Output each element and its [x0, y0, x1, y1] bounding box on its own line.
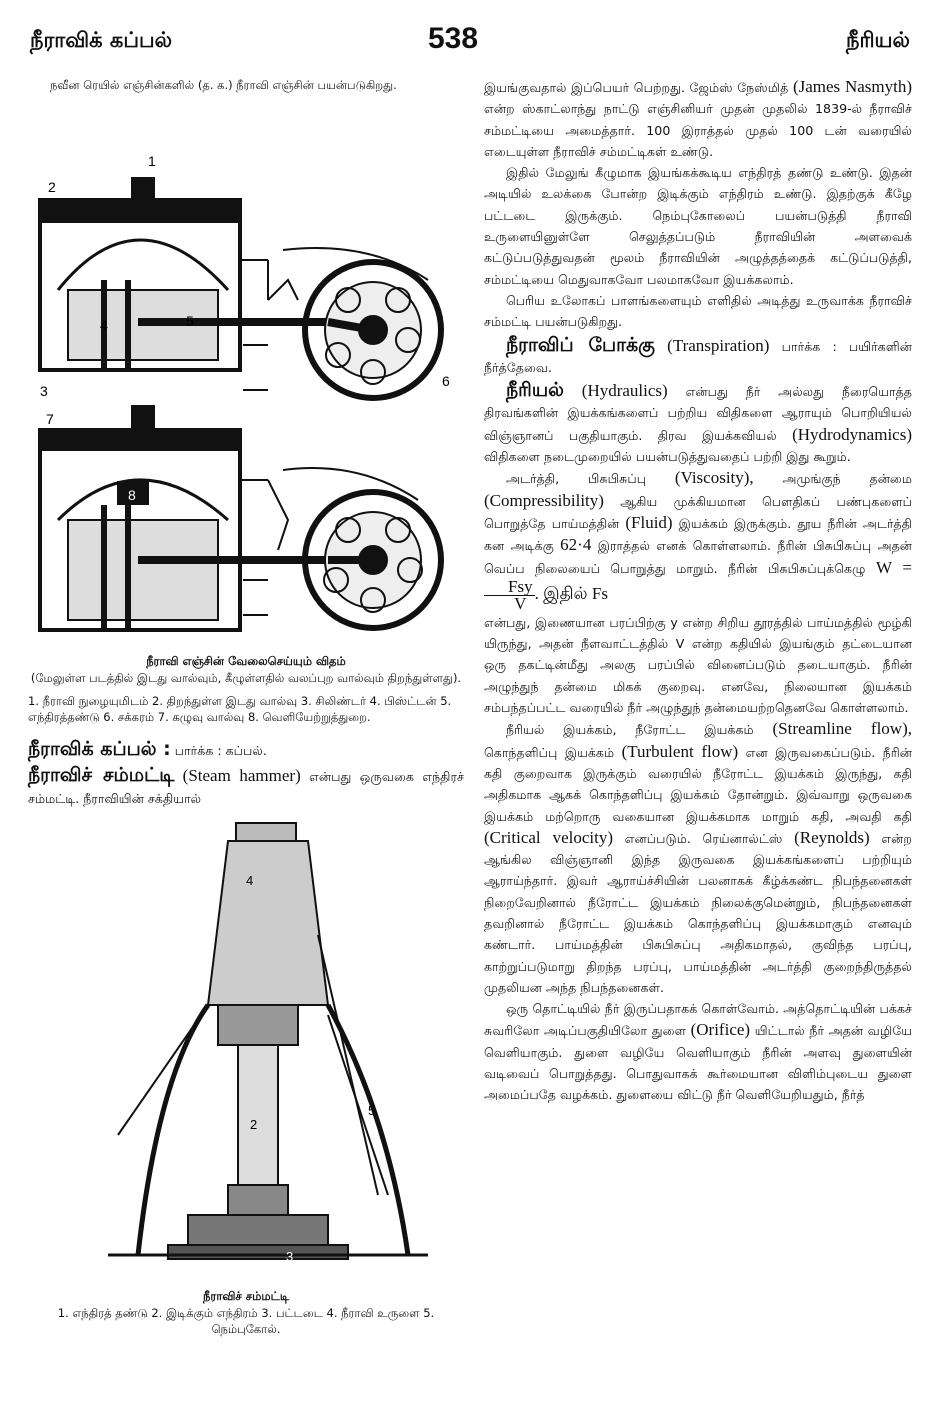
english-term: (Fluid) — [625, 512, 673, 532]
page-number: 538 — [428, 22, 479, 55]
text-run: யிட்டால் நீர் அதன் வழியே வெளியாகும். துளை வழியே வெளியாகும் நீரின் அளவு துளையின் வடிவைப் பொறுத்தது. பொதுவாகக் கூர்மையான விளிம்புடைய துளை அமைப்பதே வழக்கம். துளையை விட்டு நீர் வெளியேறியதும், நீர்த் — [484, 1023, 912, 1103]
english-term: (Hydrodynamics) — [792, 424, 912, 444]
english-term: (Critical velocity) — [484, 827, 613, 847]
text-run: ஒரு தொட்டியில் நீர் இருப்பதாகக் கொள்வோம். அத்தொட்டியின் பக்கச் சுவரிலோ அடிப்பகுதியிலோ துளை — [484, 1001, 912, 1039]
text-run: ஆகிய முக்கியமான பௌதிகப் பண்புகளைப் பொறுத்தே பாய்மத்தின் — [484, 493, 912, 531]
entry-steam-hammer — [28, 765, 464, 809]
entry-steam-ship-title: நீராவிக் கப்பல் : — [28, 738, 171, 760]
english-term: (Reynolds) — [794, 827, 870, 847]
entry-steam-ship — [28, 739, 464, 761]
label-5: 5 — [186, 313, 194, 329]
text-run: என்ற ஸ்காட்லாந்து நாட்டு எஞ்சினியர் முதன் முதலில் 1839-ல் நீராவிச் சம்மட்டியை அமைத்தார். 100 இராத்தல் முதல் 100 டன் வரையில் எடையுள்ள நீராவிச் சம்மட்டிகள் உண்டு. — [484, 101, 912, 159]
text-run: இயங்குவதால் இப்பெயர் பெற்றது. ஜேம்ஸ் நேஸ்மித் — [484, 80, 789, 95]
steam-hammer-figure — [28, 815, 464, 1285]
right-column — [484, 76, 912, 1106]
paragraph-flow-types — [484, 718, 912, 998]
label-8: 8 — [128, 487, 136, 503]
steam-hammer-diagram — [28, 815, 464, 1275]
steam-engine-diagram — [28, 100, 464, 650]
english-term: (James Nasmyth) — [792, 77, 912, 96]
label-4: 4 — [100, 317, 108, 333]
formula-denominator: V — [514, 593, 527, 613]
page-header — [30, 22, 910, 62]
entry-transpiration — [484, 335, 912, 379]
english-term: (Hydraulics) — [581, 381, 668, 401]
entry-steam-ship-ref: பார்க்க : கப்பல். — [174, 743, 267, 758]
text-run: என்பது நீர் அல்லது நீரையொத்த திரவங்களின் இயக்கங்களைப் பற்றிய விதிகளை ஆராயும் பொறியியல் விஞ்ஞானப் பகுதியாகும். திரவ இயக்கவியல் — [484, 384, 912, 443]
left-column — [28, 76, 464, 1337]
paragraph-properties — [484, 467, 912, 611]
figure1-caption-note: (மேலுள்ள படத்தில் இடது வால்வும், கீழுள்ளதில் வலப்புற வால்வும் திறந்துள்ளது). — [30, 671, 462, 685]
entry-hydraulics-title: நீரியல் — [506, 379, 564, 402]
text-run: என்ற ஆங்கில விஞ்ஞானி இந்த இருவகை இயக்கங்களைப் பற்றியும் ஆராய்ந்தார். இவர் ஆராய்ச்சியின் பலனாகக் கீழ்க்கண்ட நிபந்தனைகள் நிறைவேறினால் நீரோட்ட இயக்கம் நிலைக்குமென்றும், நிபந்தனைகள் தவறினால் நீரோட்ட இயக்கம் கொந்தளிப்பு இயக்கமாகும் எனவும் கண்டார். பாய்மத்தின் பிசுபிசுப்பு அதிகமாதல், குவிந்த பரப்பு, காற்றுப்படுமாறு திறந்த பரப்பு, பாய்மத்தின் அடர்த்தி குறைந்திருத்தல் முதலியன அந்த நிபந்தனைகள். — [484, 830, 912, 995]
formula-lhs: W = — [875, 557, 912, 577]
hammer-label-2: 2 — [250, 1116, 258, 1132]
paragraph-orifice — [484, 998, 912, 1105]
label-6: 6 — [442, 373, 450, 389]
label-2: 2 — [48, 179, 56, 195]
english-term: (Transpiration) — [667, 335, 770, 355]
entry-transpiration-title: நீராவிப் போக்கு — [506, 333, 655, 356]
figure2-legend: 1. எந்திரத் தண்டு 2. இடிக்கும் எந்திரம் 3. பட்டடை 4. நீராவி உருளை 5. நெம்புகோல். — [57, 1305, 435, 1336]
entry-steam-hammer-title: நீராவிச் சம்மட்டி — [28, 764, 175, 787]
label-3: 3 — [40, 383, 48, 399]
entry-steam-hammer-english: (Steam hammer) — [182, 766, 301, 786]
intro-paragraph: நவீன ரெயில் எஞ்சின்களில் (த. க.) நீராவி எஞ்சின் பயன்படுகிறது. — [50, 78, 397, 92]
hammer-label-3: 3 — [286, 1248, 294, 1264]
viscosity-formula — [484, 576, 535, 613]
running-head-right: நீரியல் — [845, 28, 910, 52]
english-term: (Orifice) — [690, 1020, 751, 1040]
text-run: கொந்தளிப்பு இயக்கம் — [484, 744, 615, 760]
density-value: 62·4 — [560, 535, 592, 555]
hammer-label-5: 5 — [368, 1102, 376, 1118]
label-1: 1 — [148, 153, 156, 169]
entry-steam-hammer-text: என்பது ஒருவகை எந்திரச் சம்மட்டி. நீராவியின் சக்தியால் — [28, 769, 464, 806]
english-term: (Viscosity), — [674, 468, 754, 488]
text-run: இராத்தல் எனக் கொள்ளலாம். நீரின் பிசுபிசுப்பு அதன் வெப்ப நிலையைப் பொறுத்து மாறும். நீரின் பிசுபிசுப்புக்கெழு — [484, 538, 912, 576]
entry-transpiration-ref: பார்க்க : பயிர்களின் நீர்த்தேவை. — [484, 338, 912, 375]
figure1-caption-title: நீராவி எஞ்சின் வேலைசெய்யும் விதம் — [146, 654, 346, 668]
steam-engine-figure — [28, 100, 464, 650]
text-run: . இதில் Fs — [534, 583, 608, 603]
paragraph-viscosity-def: என்பது, இணையான பரப்பிற்கு y என்ற சிறிய தூரத்தில் பாய்மத்தில் மூழ்கி யிருந்து, அதன் நீளவாட்டத்தில் V என்ற கதியில் இயங்கும் தட்டையான ஒரு தகட்டின்மீது அலகு பரப்பில் வினைப்படும் தடையாகும். நீரின் அழுந்துந் தன்மை மிகக் குறைவு. எனவே, நிலையான இயக்கம் சம்பந்தப்பட்ட வரையில் நீர் அழுந்துந் தன்மையற்றதெனவே கொள்ளலாம். — [484, 614, 912, 716]
paragraph-hammer-use: பெரிய உலோகப் பாளங்களையும் எளிதில் அடித்து உருவாக்க நீராவிச் சம்மட்டி பயன்படுகிறது. — [484, 292, 912, 330]
english-term: (Streamline flow), — [772, 719, 912, 739]
entry-hydraulics — [484, 380, 912, 467]
paragraph-nasmyth — [484, 76, 912, 162]
text-run: அமுங்குந் தன்மை — [782, 471, 912, 487]
figure2-caption-title: நீராவிச் சம்மட்டி — [203, 1288, 289, 1303]
paragraph-hammer-parts: இதில் மேலுங் கீழுமாக இயங்கக்கூடிய எந்திரத் தண்டு உண்டு. இதன் அடியில் உலக்கை போன்ற இடிக்கும் எந்திரம் உண்டு. இதற்குக் கீழே பட்டடை இருக்கும். நெம்புகோலைப் பயன்படுத்தி நீராவி உருளையினுள்ளே செலுத்தப்படும் நீராவியின் அளவைக் கட்டுப்படுத்துவதன் மூலம் நீராவியின் அழுத்தத்தைக் கட்டுப்படுத்தி, சம்மட்டியை மெதுவாகவோ பலமாகவோ இயக்கலாம். — [484, 165, 912, 287]
text-run: விதிகளை நடைமுறையில் பயன்படுத்துவதைப் பற்றி இது கூறும். — [484, 449, 851, 465]
english-term: (Compressibility) — [484, 490, 604, 510]
english-term: (Turbulent flow) — [621, 741, 739, 761]
hammer-label-4: 4 — [246, 872, 254, 888]
text-run: என இருவகைப்படும். நீரின் கதி குறைவாக இருக்கும் வரையில் நீரோட்ட இயக்கம் இருந்து, கதி அதிகமாக ஆகக் கொந்தளிப்பு இயக்கம் தோன்றும். இவ்வாறு ஒருவகை இயக்கம் மற்றொரு வகையான இயக்கமாக மாறும் கதி, அவதி கதி — [484, 744, 912, 824]
figure1-legend: 1. நீராவி நுழையுமிடம் 2. திறந்துள்ள இடது வால்வு 3. சிலிண்டர் 4. பிஸ்ட்டன் 5. எந்திரத்தண்டு 6. சக்கரம் 7. கழுவு வால்வு 8. வெளியேற்றுத்துறை. — [28, 694, 452, 724]
label-7: 7 — [46, 411, 54, 427]
formula-numerator: Fsy — [484, 579, 535, 596]
text-run: நீரியல் இயக்கம், நீரோட்ட இயக்கம் — [506, 722, 754, 738]
text-run: அடர்த்தி, பிசுபிசுப்பு — [506, 471, 647, 487]
text-run: இயக்கம் இருக்கும். தூய நீரின் அடர்த்தி கன அடிக்கு — [484, 515, 912, 554]
text-run: எனப்படும். ரெய்னால்ட்ஸ் — [624, 830, 783, 846]
running-head-left: நீராவிக் கப்பல் — [30, 28, 173, 52]
